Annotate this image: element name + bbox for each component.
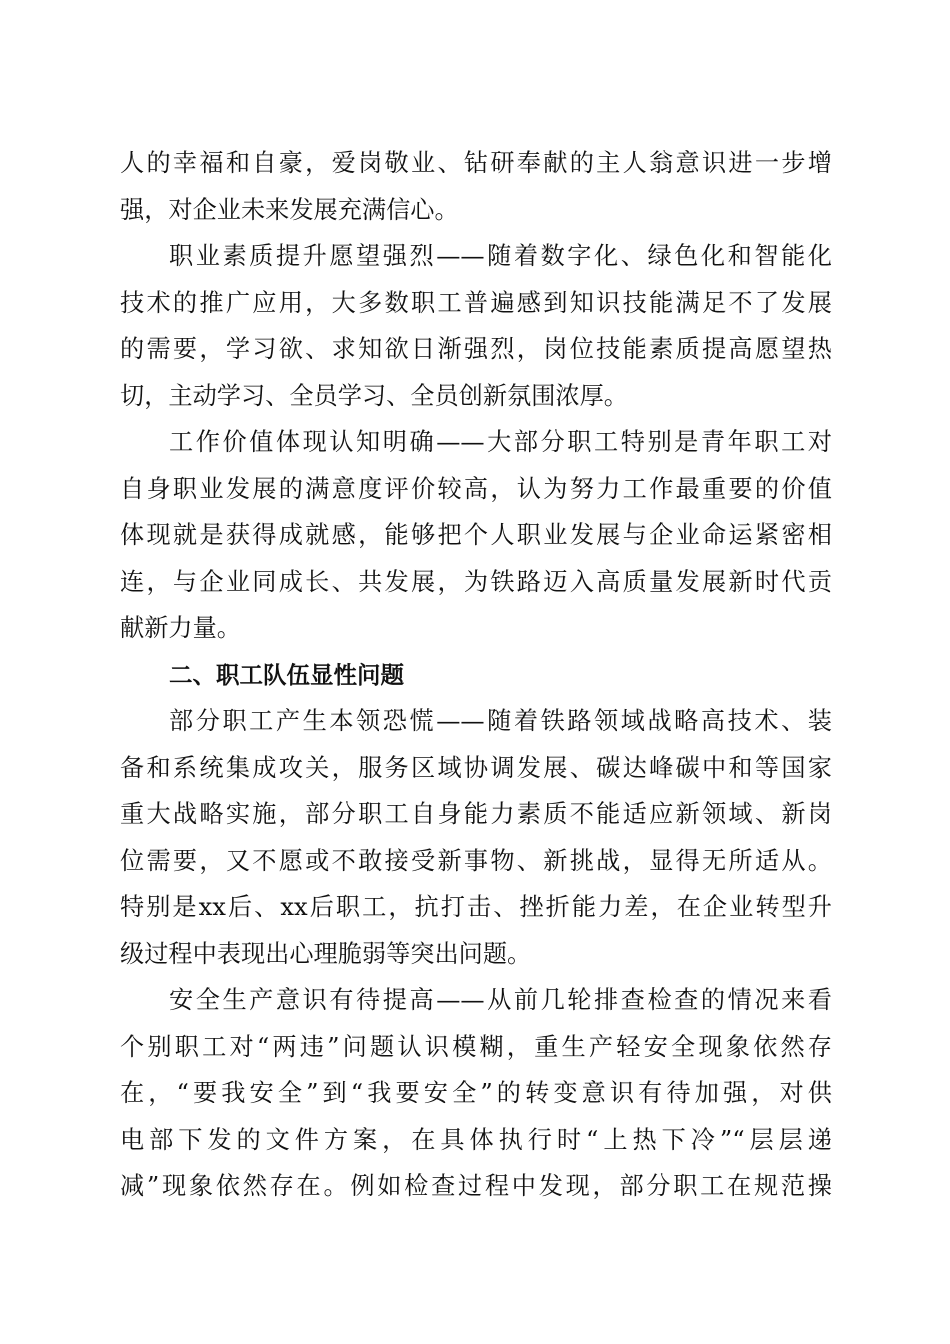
text-line: 切，主动学习、全员学习、全员创新氛围浓厚。 bbox=[120, 381, 628, 410]
text-line: 献新力量。 bbox=[120, 614, 241, 642]
text-line: 减”现象依然存在。例如检查过程中发现，部分职工在规范操 bbox=[120, 1172, 832, 1200]
text-line: 连，与企业同成长、共发展，为铁路迈入高质量发展新时代贡 bbox=[120, 567, 832, 596]
text-line: 的需要，学习欲、求知欲日渐强烈，岗位技能素质提高愿望热 bbox=[120, 335, 832, 363]
paragraph-start-line: 工作价值体现认知明确——大部分职工特别是青年职工对 bbox=[169, 428, 832, 456]
document-body bbox=[120, 140, 832, 1210]
text-line: 体现就是获得成就感，能够把个人职业发展与企业命运紧密相 bbox=[120, 521, 832, 549]
text-line: 重大战略实施，部分职工自身能力素质不能适应新领域、新岗 bbox=[120, 800, 832, 828]
text-line: 特别是xx后、xx后职工，抗打击、挫折能力差，在企业转型升 bbox=[120, 893, 832, 921]
text-line: 强，对企业未来发展充满信心。 bbox=[120, 195, 459, 224]
text-line: 位需要，又不愿或不敢接受新事物、新挑战，显得无所适从。 bbox=[120, 846, 832, 875]
text-line: 在，“要我安全”到“我要安全”的转变意识有待加强，对供 bbox=[120, 1079, 832, 1107]
section-heading: 二、职工队伍显性问题 bbox=[169, 660, 404, 689]
text-line: 级过程中表现出心理脆弱等突出问题。 bbox=[120, 939, 532, 968]
text-line: 人的幸福和自豪，爱岗敬业、钻研奉献的主人翁意识进一步增 bbox=[120, 149, 832, 177]
paragraph-start-line: 职业素质提升愿望强烈——随着数字化、绿色化和智能化 bbox=[169, 242, 832, 270]
text-line: 技术的推广应用，大多数职工普遍感到知识技能满足不了发展 bbox=[120, 288, 832, 317]
text-line: 个别职工对“两违”问题认识模糊，重生产轻安全现象依然存 bbox=[120, 1032, 832, 1061]
paragraph-start-line: 安全生产意识有待提高——从前几轮排查检查的情况来看 bbox=[169, 986, 832, 1014]
text-line: 电部下发的文件方案，在具体执行时“上热下冷”“层层递 bbox=[120, 1125, 832, 1154]
paragraph-start-line: 部分职工产生本领恐慌——随着铁路领域战略高技术、装 bbox=[169, 707, 832, 735]
text-line: 自身职业发展的满意度评价较高，认为努力工作最重要的价值 bbox=[120, 474, 832, 503]
text-line: 备和系统集成攻关，服务区域协调发展、碳达峰碳中和等国家 bbox=[120, 753, 832, 782]
